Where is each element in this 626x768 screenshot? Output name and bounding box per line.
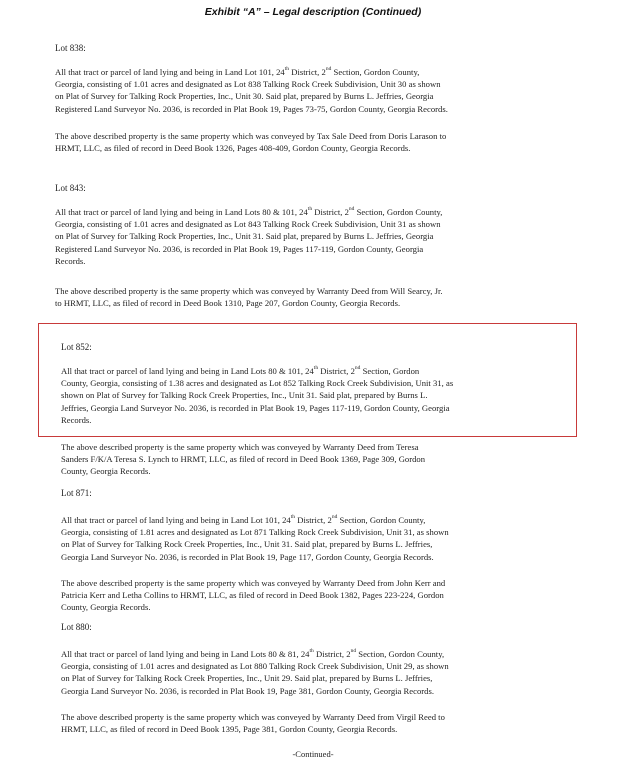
ordinal-superscript: th [290,514,296,520]
text-line: All that tract or parcel of land lying and being in Land Lots 80 & 101, 24th District, 2nd Section, Gordon County, [55,206,443,217]
ordinal-superscript: nd [354,365,361,371]
ordinal-superscript: th [313,365,319,371]
text-line: County, Georgia Records. [61,466,151,477]
text-line: on Plat of Survey for Talking Rock Properties, Inc., Unit 31. Said plat, prepared by Burns L. Jeffries, Georgia [55,231,434,242]
ordinal-superscript: th [309,648,314,654]
text-line: Georgia Land Surveyor No. 2036, is recorded in Plat Book 19, Page 381, Gordon County, Georgia Records. [61,685,435,696]
text-line: The above described property is the same property which was conveyed by Tax Sale Deed from Doris Larason to [55,131,447,141]
text-line: HRMT, LLC, as filed of record in Deed Book 1395, Page 381, Gordon County, Georgia Records. [61,724,398,735]
conveyance-paragraph [61,577,445,614]
text-line: The above described property is the same property which was conveyed by Warranty Deed from Virgil Reed to [61,712,445,722]
text-line: Registered Land Surveyor No. 2036, is recorded in Plat Book 19, Pages 73-75, Gordon County, Georgia Records. [55,103,448,114]
text-line: on Plat of Survey for Talking Rock Properties, Inc., Unit 30. Said plat, prepared by Burns L. Jeffries, Georgia [55,91,434,102]
text-line: All that tract or parcel of land lying and being in Land Lot 101, 24th District, 2nd Section, Gordon County, [55,66,420,77]
continued-footer: -Continued- [292,749,334,759]
text-line: The above described property is the same property which was conveyed by Warranty Deed from John Kerr and [61,578,446,588]
lot-description [55,66,448,115]
lot-label: Lot 880: [61,622,92,632]
ordinal-superscript: nd [331,514,338,520]
text-line: Patricia Kerr and Letha Collins to HRMT, LLC, as filed of record in Deed Book 1382, Pages 223-224, Gordon [61,590,444,601]
text-line: Georgia, consisting of 1.01 acres and designated as Lot 843 Talking Rock Creek Subdivision, Unit 31 as shown [55,219,441,230]
text-line: shown on Plat of Survey for Talking Rock Creek Properties, Inc., Unit 31. Said plat, prepared by Burns L. [61,390,428,401]
text-line: All that tract or parcel of land lying and being in Land Lots 80 & 101, 24th District, 2nd Section, Gordon [61,365,420,376]
lot-description [61,648,449,697]
text-line: County, Georgia Records. [61,602,151,613]
conveyance-paragraph [61,441,425,478]
lot-label: Lot 838: [55,43,86,53]
text-line: on Plat of Survey for Talking Rock Creek Properties, Inc., Unit 29. Said plat, prepared by Burns L. Jeffries, [61,673,433,684]
lot-description [61,514,449,563]
ordinal-superscript: nd [348,206,355,212]
text-line: on Plat of Survey for Talking Rock Creek Properties, Inc., Unit 31. Said plat, prepared by Burns L. Jeffries, [61,539,433,550]
text-line: Records. [61,414,92,425]
text-line: County, Georgia, consisting of 1.38 acres and designated as Lot 852 Talking Rock Creek Subdivision, Unit 31, as [61,378,454,389]
text-line: HRMT, LLC, as filed of record in Deed Book 1326, Pages 408-409, Gordon County, Georgia Records. [55,143,411,154]
ordinal-superscript: th [284,66,290,72]
text-line: All that tract or parcel of land lying and being in Land Lots 80 & 81, 24th District, 2nd Section, Gordon County, [61,648,445,659]
text-line: Georgia, consisting of 1.81 acres and designated as Lot 871 Talking Rock Creek Subdivision, Unit 31, as shown [61,527,449,538]
page-title: Exhibit “A” – Legal description (Continued) [204,6,422,18]
text-line: All that tract or parcel of land lying and being in Land Lot 101, 24th District, 2nd Section, Gordon County, [61,514,426,525]
text-line: The above described property is the same property which was conveyed by Warranty Deed from Will Searcy, Jr. [55,286,443,296]
ordinal-superscript: th [307,206,313,212]
text-line: The above described property is the same property which was conveyed by Warranty Deed from Teresa [61,442,419,452]
lot-description [55,206,442,267]
lot-label: Lot 852: [61,342,92,352]
lot-label: Lot 843: [55,183,86,193]
lot-label: Lot 871: [61,488,92,498]
text-line: Georgia Land Surveyor No. 2036, is recorded in Plat Book 19, Page 117, Gordon County, Georgia Records. [61,551,434,562]
conveyance-paragraph [55,130,446,154]
ordinal-superscript: nd [325,66,332,72]
text-line: Georgia, consisting of 1.01 acres and designated as Lot 880 Talking Rock Creek Subdivision, Unit 29, as shown [61,661,449,672]
conveyance-paragraph [61,711,445,735]
text-line: to HRMT, LLC, as filed of record in Deed Book 1310, Page 207, Gordon County, Georgia Records. [55,298,401,309]
text-line: Georgia, consisting of 1.01 acres and designated as Lot 838 Talking Rock Creek Subdivision, Unit 30 as shown [55,79,441,90]
text-line: Jeffries, Georgia Land Surveyor No. 2036, is recorded in Plat Book 19, Pages 117-119, Gordon County, Georgia [61,402,450,413]
text-line: Records. [55,255,86,266]
ordinal-superscript: nd [350,648,357,654]
text-line: Sanders F/K/A Teresa S. Lynch to HRMT, LLC, as filed of record in Deed Book 1369, Page 309, Gordon [61,454,426,465]
text-line: Registered Land Surveyor No. 2036, is recorded in Plat Book 19, Pages 117-119, Gordon County, Georgia [55,243,424,254]
conveyance-paragraph [55,285,443,309]
lot-description [61,365,453,426]
